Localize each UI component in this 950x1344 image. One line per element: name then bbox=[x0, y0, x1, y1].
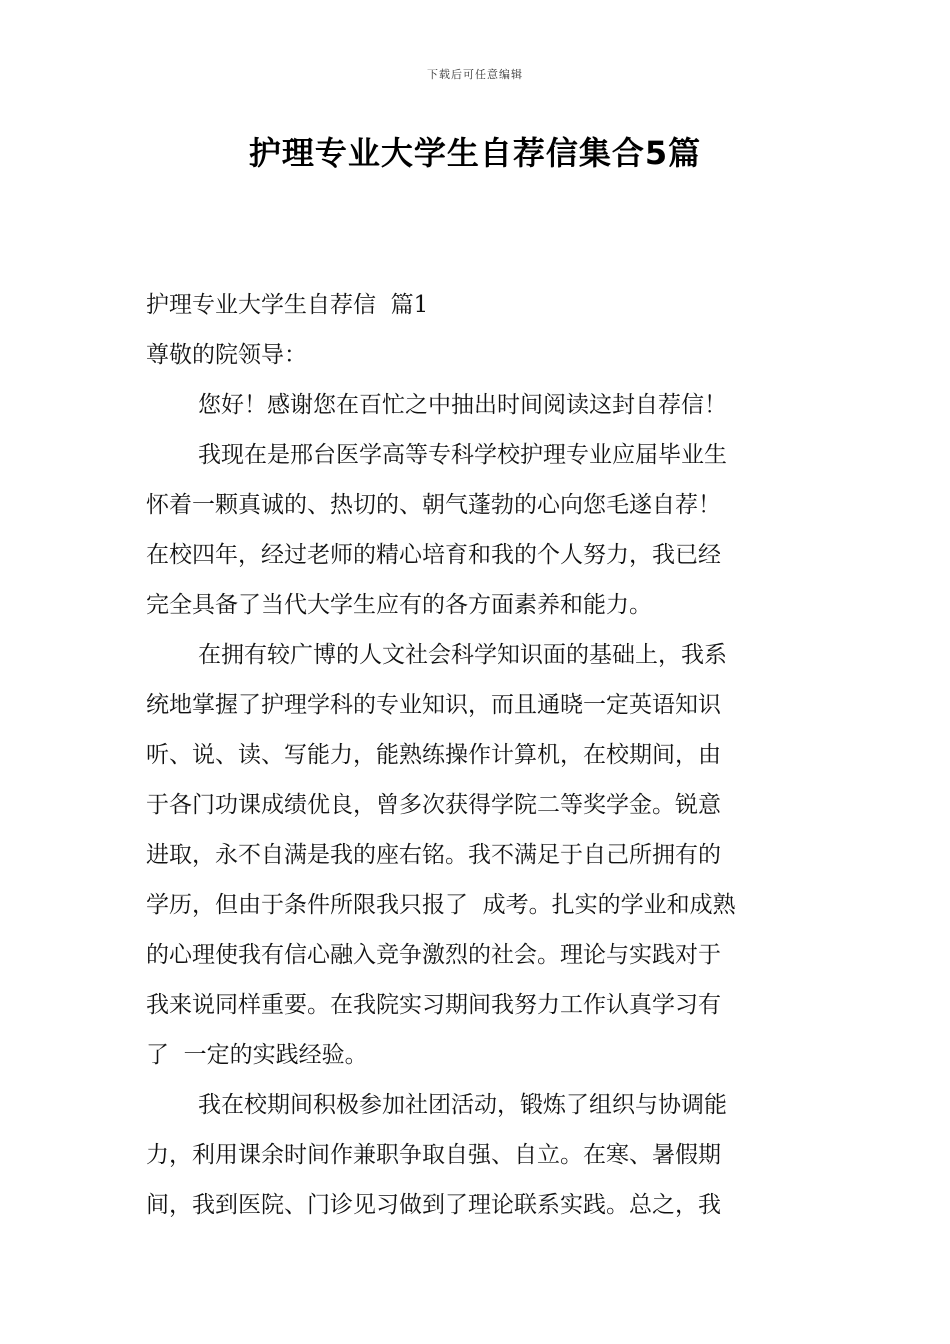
body-line: 了 一定的实践经验。 bbox=[146, 1042, 368, 1068]
body-line: 间，我到医院、门诊见习做到了理论联系实践。总之，我 bbox=[146, 1192, 721, 1218]
body-line: 听、说、读、写能力，能熟练操作计算机，在校期间，由 bbox=[146, 742, 721, 768]
body-line: 怀着一颗真诚的、热切的、朝气蓬勃的心向您毛遂自荐！ bbox=[146, 492, 721, 518]
body-line: 力，利用课余时间作兼职争取自强、自立。在寒、暑假期 bbox=[146, 1142, 721, 1168]
section-heading: 护理专业大学生自荐信 篇1 bbox=[146, 292, 429, 318]
body-line: 在校四年，经过老师的精心培育和我的个人努力，我已经 bbox=[146, 542, 721, 568]
body-line: 统地掌握了护理学科的专业知识，而且通晓一定英语知识 bbox=[146, 692, 721, 718]
body-line: 在拥有较广博的人文社会科学知识面的基础上，我系 bbox=[198, 642, 727, 668]
body-line: 于各门功课成绩优良，曾多次获得学院二等奖学金。锐意 bbox=[146, 792, 721, 818]
salutation: 尊敬的院领导： bbox=[146, 342, 307, 368]
body-line: 完全具备了当代大学生应有的各方面素养和能力。 bbox=[146, 592, 652, 618]
body-line: 我来说同样重要。在我院实习期间我努力工作认真学习有 bbox=[146, 992, 721, 1018]
letter-body bbox=[146, 280, 808, 1230]
download-note: 下载后可任意编辑 bbox=[427, 68, 523, 81]
body-line: 学历，但由于条件所限我只报了 成考。扎实的学业和成熟 bbox=[146, 892, 736, 918]
document-title: 护理专业大学生自荐信集合5篇 bbox=[248, 134, 702, 172]
body-line: 您好！感谢您在百忙之中抽出时间阅读这封自荐信！ bbox=[198, 392, 727, 418]
body-line: 进取，永不自满是我的座右铭。我不满足于自己所拥有的 bbox=[146, 842, 721, 868]
body-line: 我在校期间积极参加社团活动，锻炼了组织与协调能 bbox=[198, 1092, 727, 1118]
body-line: 的心理使我有信心融入竞争激烈的社会。理论与实践对于 bbox=[146, 942, 721, 968]
body-line: 我现在是邢台医学高等专科学校护理专业应届毕业生 bbox=[198, 442, 727, 468]
